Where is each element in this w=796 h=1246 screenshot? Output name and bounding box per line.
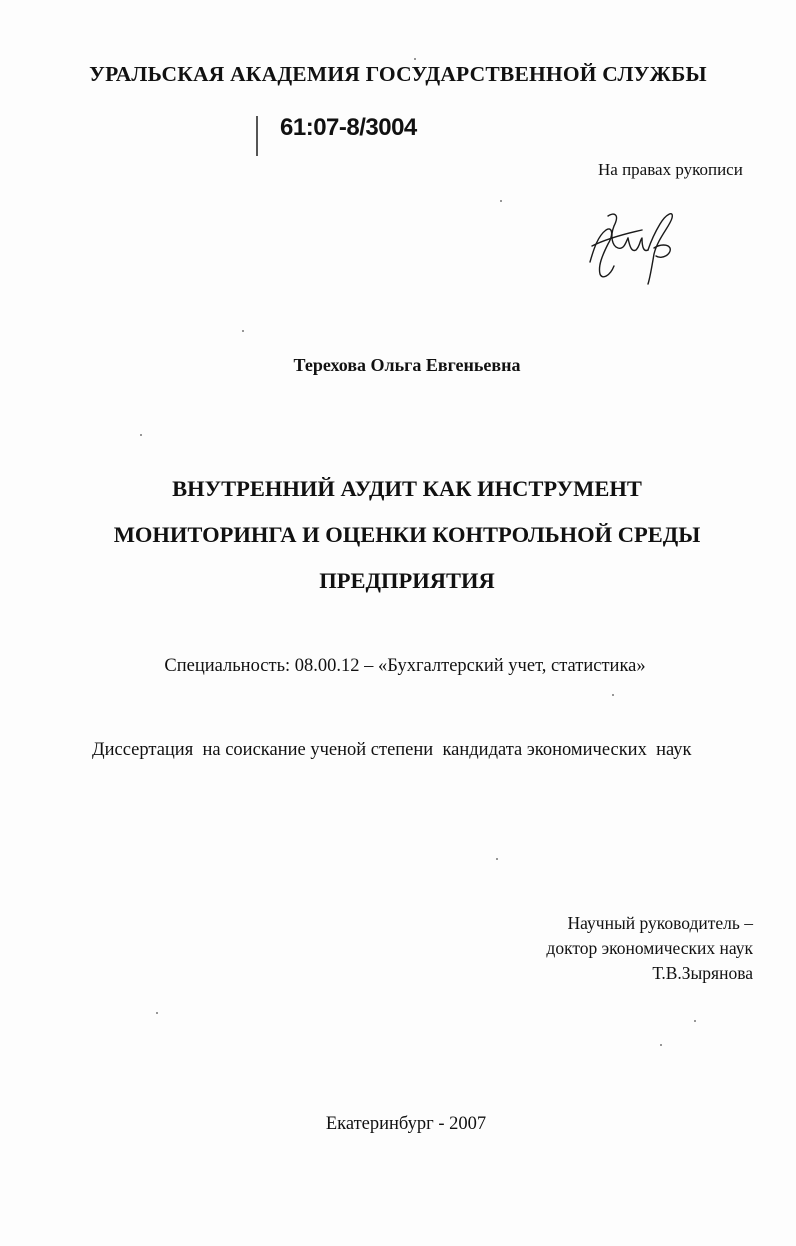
scan-speck xyxy=(414,58,416,60)
scan-speck xyxy=(694,1020,696,1022)
supervisor-degree: доктор экономических наук xyxy=(546,938,753,958)
specialty-line: Специальность: 08.00.12 – «Бухгалтерский учет, статистика» xyxy=(164,656,646,676)
author-name: Терехова Ольга Евгеньевна xyxy=(293,355,521,375)
dissertation-title-line: ПРЕДПРИЯТИЯ xyxy=(319,568,495,593)
scan-speck xyxy=(500,200,502,202)
dissertation-title-line: ВНУТРЕННИЙ АУДИТ КАК ИНСТРУМЕНТ xyxy=(172,476,642,501)
catalog-number: 61:07-8/3004 xyxy=(280,114,417,141)
city-year: Екатеринбург - 2007 xyxy=(325,1114,487,1134)
scan-speck xyxy=(496,858,498,860)
scan-speck xyxy=(612,694,614,696)
manuscript-rights-note: На правах рукописи xyxy=(598,160,743,179)
scan-speck xyxy=(242,330,244,332)
scan-speck xyxy=(660,1044,662,1046)
supervisor-name: Т.В.Зырянова xyxy=(652,963,753,983)
scan-speck xyxy=(140,434,142,436)
degree-line: Диссертация на соискание ученой степени кандидата экономических наук xyxy=(92,740,692,760)
dissertation-title-line: МОНИТОРИНГА И ОЦЕНКИ КОНТРОЛЬНОЙ СРЕДЫ xyxy=(113,522,701,547)
supervisor-role: Научный руководитель – xyxy=(567,913,753,933)
supervisor-block xyxy=(546,911,753,986)
catalog-stamp-bar xyxy=(256,116,258,156)
institution-name: УРАЛЬСКАЯ АКАДЕМИЯ ГОСУДАРСТВЕННОЙ СЛУЖБЫ xyxy=(89,62,707,86)
handwritten-signature xyxy=(584,204,680,288)
scan-speck xyxy=(156,1012,158,1014)
